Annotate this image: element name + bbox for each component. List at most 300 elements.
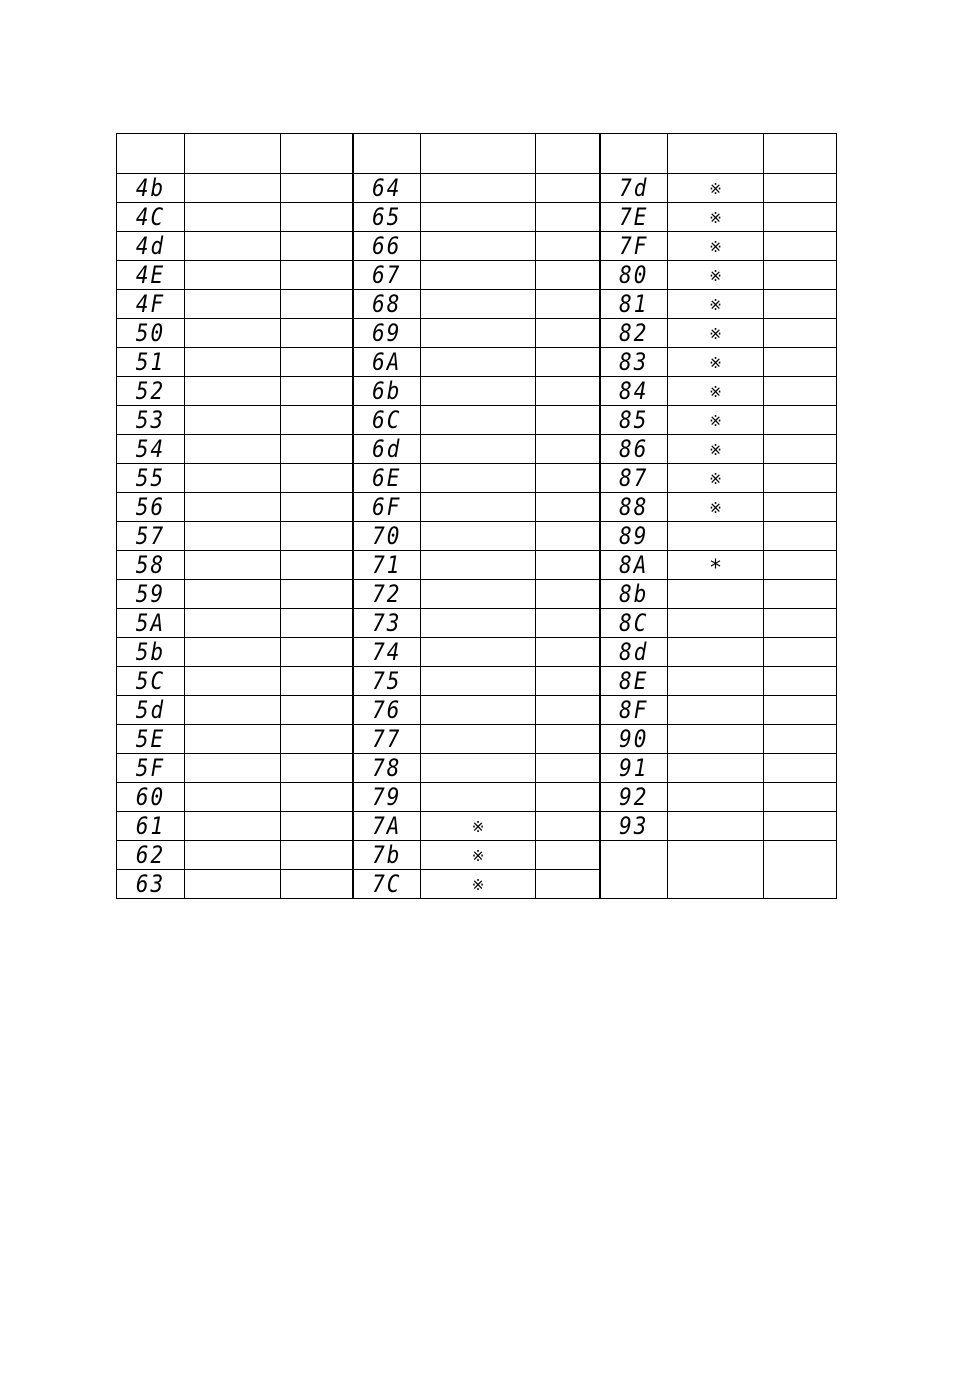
segment-code: 6d xyxy=(372,435,402,463)
mark-cell xyxy=(185,522,281,551)
code-cell xyxy=(600,406,668,435)
mark-cell xyxy=(421,812,536,841)
segment-code: 93 xyxy=(619,812,649,840)
mark-cell xyxy=(421,464,536,493)
note-cell xyxy=(536,841,600,870)
note-cell xyxy=(281,696,353,725)
mark-cell xyxy=(421,725,536,754)
code-header xyxy=(117,134,185,174)
table-row xyxy=(117,435,837,464)
code-cell xyxy=(600,638,668,667)
segment-code: 8E xyxy=(619,667,649,695)
note-cell xyxy=(281,232,353,261)
segment-code: 68 xyxy=(372,290,402,318)
note-cell xyxy=(764,667,837,696)
note-mark: ※ xyxy=(471,875,485,894)
mark-cell xyxy=(668,551,764,580)
mark-cell xyxy=(421,435,536,464)
segment-code: 54 xyxy=(135,435,166,463)
table-row xyxy=(117,783,837,812)
code-cell xyxy=(600,667,668,696)
mark-cell xyxy=(668,725,764,754)
segment-code: 84 xyxy=(619,377,649,405)
code-cell xyxy=(353,667,421,696)
note-mark: ※ xyxy=(709,324,722,343)
note-mark: ※ xyxy=(709,353,722,372)
note-cell xyxy=(536,696,600,725)
segment-code: 51 xyxy=(135,348,166,376)
note-cell xyxy=(536,551,600,580)
note-cell xyxy=(764,290,837,319)
mark-cell xyxy=(668,290,764,319)
mark-cell xyxy=(668,754,764,783)
note-cell xyxy=(764,609,837,638)
header-row xyxy=(117,134,837,174)
code-cell xyxy=(353,406,421,435)
code-cell xyxy=(117,261,185,290)
note-cell xyxy=(764,377,837,406)
table-row xyxy=(117,232,837,261)
segment-code: 64 xyxy=(372,174,402,202)
code-cell xyxy=(353,783,421,812)
note-cell xyxy=(536,754,600,783)
note-cell xyxy=(764,754,837,783)
mark-cell xyxy=(185,551,281,580)
segment-code: 71 xyxy=(372,551,402,579)
mark-cell xyxy=(668,464,764,493)
note-cell xyxy=(536,464,600,493)
table-row xyxy=(117,638,837,667)
mark-cell xyxy=(668,174,764,203)
segment-code: 82 xyxy=(619,319,649,347)
note-cell xyxy=(536,232,600,261)
mark-cell xyxy=(668,203,764,232)
segment-code: 87 xyxy=(619,464,649,492)
mark-cell xyxy=(668,406,764,435)
note-mark: ※ xyxy=(709,411,722,430)
code-cell xyxy=(117,696,185,725)
code-cell xyxy=(600,261,668,290)
mark-header xyxy=(185,134,281,174)
note-cell xyxy=(281,261,353,290)
table-row xyxy=(117,319,837,348)
mark-cell xyxy=(668,493,764,522)
note-cell xyxy=(764,580,837,609)
segment-code: 5A xyxy=(135,609,166,637)
note-cell xyxy=(764,725,837,754)
mark-cell xyxy=(185,667,281,696)
mark-cell xyxy=(185,841,281,870)
code-cell xyxy=(117,522,185,551)
segment-code: 7A xyxy=(372,812,402,840)
mark-cell xyxy=(668,232,764,261)
code-cell xyxy=(353,319,421,348)
note-cell xyxy=(281,522,353,551)
code-cell xyxy=(353,754,421,783)
table-row xyxy=(117,725,837,754)
mark-cell xyxy=(185,203,281,232)
code-cell xyxy=(117,203,185,232)
note-cell xyxy=(281,870,353,899)
mark-cell xyxy=(185,696,281,725)
mark-cell xyxy=(668,261,764,290)
code-cell xyxy=(600,203,668,232)
segment-code: 7b xyxy=(372,841,402,869)
table-row xyxy=(117,203,837,232)
code-cell xyxy=(353,377,421,406)
code-cell xyxy=(353,580,421,609)
note-cell xyxy=(536,406,600,435)
segment-code: 65 xyxy=(372,203,402,231)
mark-cell xyxy=(421,667,536,696)
code-cell xyxy=(117,870,185,899)
note-cell xyxy=(281,406,353,435)
mark-cell xyxy=(421,580,536,609)
note-cell xyxy=(281,725,353,754)
note-cell xyxy=(281,580,353,609)
note-cell xyxy=(281,348,353,377)
segment-code: 92 xyxy=(619,783,649,811)
table-row xyxy=(117,609,837,638)
mark-cell xyxy=(668,609,764,638)
note-mark: ※ xyxy=(709,266,722,285)
note-mark: * xyxy=(710,555,721,580)
mark-cell xyxy=(185,406,281,435)
code-cell xyxy=(117,348,185,377)
code-cell xyxy=(117,609,185,638)
code-cell xyxy=(353,261,421,290)
mark-cell xyxy=(185,812,281,841)
code-cell xyxy=(117,232,185,261)
note-cell xyxy=(281,319,353,348)
note-header xyxy=(281,134,353,174)
table-row xyxy=(117,464,837,493)
mark-cell xyxy=(185,638,281,667)
code-cell xyxy=(600,232,668,261)
table-row xyxy=(117,348,837,377)
code-cell xyxy=(117,435,185,464)
code-cell xyxy=(117,493,185,522)
code-cell xyxy=(600,696,668,725)
mark-cell xyxy=(421,261,536,290)
note-cell xyxy=(281,754,353,783)
segment-code: 77 xyxy=(372,725,402,753)
mark-cell xyxy=(421,406,536,435)
code-cell xyxy=(600,609,668,638)
note-cell xyxy=(536,725,600,754)
code-cell xyxy=(353,841,421,870)
note-cell xyxy=(536,522,600,551)
mark-cell xyxy=(185,493,281,522)
segment-code: 72 xyxy=(372,580,402,608)
note-cell xyxy=(281,812,353,841)
note-cell xyxy=(281,783,353,812)
segment-code: 50 xyxy=(135,319,166,347)
mark-cell xyxy=(185,232,281,261)
table-row xyxy=(117,522,837,551)
mark-cell xyxy=(421,696,536,725)
segment-code: 5F xyxy=(135,754,166,782)
segment-code: 88 xyxy=(619,493,649,521)
code-cell xyxy=(353,725,421,754)
note-cell xyxy=(536,783,600,812)
segment-code: 73 xyxy=(372,609,402,637)
mark-cell xyxy=(185,609,281,638)
code-cell xyxy=(117,290,185,319)
note-cell xyxy=(764,551,837,580)
note-cell xyxy=(536,348,600,377)
segment-code: 89 xyxy=(619,522,649,550)
note-cell xyxy=(281,464,353,493)
note-cell xyxy=(764,261,837,290)
code-cell xyxy=(600,493,668,522)
note-cell xyxy=(281,609,353,638)
note-cell xyxy=(536,638,600,667)
mark-cell xyxy=(668,522,764,551)
table-row xyxy=(117,377,837,406)
segment-code: 61 xyxy=(135,812,166,840)
segment-code: 6b xyxy=(372,377,402,405)
code-cell xyxy=(117,464,185,493)
segment-code: 70 xyxy=(372,522,402,550)
segment-code: 75 xyxy=(372,667,402,695)
mark-cell xyxy=(421,638,536,667)
code-cell xyxy=(600,464,668,493)
table-row xyxy=(117,696,837,725)
mark-cell xyxy=(668,812,764,841)
code-cell xyxy=(600,174,668,203)
segment-code: 4b xyxy=(135,174,166,202)
mark-cell xyxy=(421,783,536,812)
note-mark: ※ xyxy=(471,846,485,865)
segment-code: 4E xyxy=(135,261,166,289)
segment-code: 79 xyxy=(372,783,402,811)
note-header xyxy=(536,134,600,174)
note-cell xyxy=(536,377,600,406)
code-cell xyxy=(117,754,185,783)
note-cell xyxy=(536,667,600,696)
note-cell xyxy=(281,493,353,522)
segment-code: 91 xyxy=(619,754,649,782)
segment-code: 53 xyxy=(135,406,166,434)
code-cell xyxy=(353,609,421,638)
segment-code: 74 xyxy=(372,638,402,666)
note-mark: ※ xyxy=(709,440,722,459)
code-cell xyxy=(353,638,421,667)
segment-code: 76 xyxy=(372,696,402,724)
note-cell xyxy=(536,609,600,638)
note-cell xyxy=(536,435,600,464)
mark-cell xyxy=(185,348,281,377)
empty-mark-cell xyxy=(668,841,764,899)
table-row xyxy=(117,290,837,319)
code-cell xyxy=(353,493,421,522)
code-cell xyxy=(600,580,668,609)
mark-cell xyxy=(668,638,764,667)
table-row xyxy=(117,551,837,580)
code-cell xyxy=(117,812,185,841)
segment-code: 78 xyxy=(372,754,402,782)
note-cell xyxy=(281,435,353,464)
mark-cell xyxy=(668,377,764,406)
note-cell xyxy=(764,638,837,667)
code-cell xyxy=(600,377,668,406)
code-cell xyxy=(117,667,185,696)
mark-cell xyxy=(185,261,281,290)
code-cell xyxy=(353,464,421,493)
note-cell xyxy=(281,174,353,203)
mark-cell xyxy=(185,290,281,319)
code-cell xyxy=(353,290,421,319)
code-cell xyxy=(117,174,185,203)
mark-cell xyxy=(185,754,281,783)
code-cell xyxy=(117,725,185,754)
segment-code: 4F xyxy=(135,290,166,318)
code-cell xyxy=(117,580,185,609)
table-row xyxy=(117,754,837,783)
code-cell xyxy=(117,406,185,435)
segment-code: 90 xyxy=(619,725,649,753)
note-mark: ※ xyxy=(709,208,722,227)
note-mark: ※ xyxy=(709,469,722,488)
segment-code: 85 xyxy=(619,406,649,434)
note-cell xyxy=(764,696,837,725)
code-cell xyxy=(600,725,668,754)
segment-code: 7d xyxy=(619,174,649,202)
note-cell xyxy=(281,203,353,232)
code-cell xyxy=(353,522,421,551)
table-row xyxy=(117,812,837,841)
note-cell xyxy=(764,812,837,841)
note-cell xyxy=(764,493,837,522)
mark-cell xyxy=(421,319,536,348)
code-cell xyxy=(353,435,421,464)
segment-code: 8d xyxy=(619,638,649,666)
mark-cell xyxy=(421,348,536,377)
segment-code: 7C xyxy=(372,870,402,898)
code-cell xyxy=(353,870,421,899)
mark-cell xyxy=(185,870,281,899)
code-cell xyxy=(600,812,668,841)
code-cell xyxy=(600,348,668,377)
note-cell xyxy=(764,203,837,232)
mark-cell xyxy=(668,783,764,812)
code-header xyxy=(600,134,668,174)
mark-cell xyxy=(421,377,536,406)
mark-cell xyxy=(421,290,536,319)
mark-cell xyxy=(185,580,281,609)
segment-code: 8b xyxy=(619,580,649,608)
segment-code: 6A xyxy=(372,348,402,376)
note-cell xyxy=(536,580,600,609)
empty-code-cell xyxy=(600,841,668,899)
code-cell xyxy=(600,754,668,783)
note-cell xyxy=(536,203,600,232)
note-cell xyxy=(764,464,837,493)
note-mark: ※ xyxy=(471,817,485,836)
mark-cell xyxy=(421,841,536,870)
mark-cell xyxy=(421,609,536,638)
table-row xyxy=(117,667,837,696)
segment-code: 60 xyxy=(135,783,166,811)
mark-cell xyxy=(421,551,536,580)
segment-code: 8C xyxy=(619,609,649,637)
note-mark: ※ xyxy=(709,382,722,401)
table-row xyxy=(117,841,837,870)
mark-cell xyxy=(185,377,281,406)
note-cell xyxy=(281,667,353,696)
segment-code: 4d xyxy=(135,232,166,260)
mark-header xyxy=(668,134,764,174)
segment-code: 7F xyxy=(619,232,649,260)
code-cell xyxy=(600,522,668,551)
note-cell xyxy=(281,638,353,667)
mark-cell xyxy=(668,435,764,464)
segment-code: 5C xyxy=(135,667,166,695)
mark-cell xyxy=(421,174,536,203)
segment-code: 4C xyxy=(135,203,166,231)
segment-code: 6F xyxy=(372,493,402,521)
segment-code: 55 xyxy=(135,464,166,492)
mark-cell xyxy=(421,754,536,783)
note-cell xyxy=(536,290,600,319)
code-cell xyxy=(117,551,185,580)
segment-code: 5E xyxy=(135,725,166,753)
segment-code: 59 xyxy=(135,580,166,608)
segment-code: 63 xyxy=(135,870,166,898)
note-cell xyxy=(536,261,600,290)
note-cell xyxy=(536,812,600,841)
note-cell xyxy=(281,290,353,319)
mark-cell xyxy=(185,725,281,754)
note-cell xyxy=(536,319,600,348)
segment-code: 66 xyxy=(372,232,402,260)
note-cell xyxy=(764,406,837,435)
mark-cell xyxy=(668,667,764,696)
code-cell xyxy=(117,783,185,812)
mark-cell xyxy=(185,783,281,812)
mark-cell xyxy=(185,464,281,493)
note-cell xyxy=(281,841,353,870)
mark-cell xyxy=(421,522,536,551)
code-header xyxy=(353,134,421,174)
table-row xyxy=(117,406,837,435)
code-cell xyxy=(600,435,668,464)
code-cell xyxy=(353,174,421,203)
code-cell xyxy=(117,638,185,667)
note-header xyxy=(764,134,837,174)
code-cell xyxy=(353,812,421,841)
table-row xyxy=(117,261,837,290)
code-cell xyxy=(353,696,421,725)
segment-code: 5d xyxy=(135,696,166,724)
segment-code: 83 xyxy=(619,348,649,376)
code-cell xyxy=(353,348,421,377)
note-cell xyxy=(764,348,837,377)
segment-code: 86 xyxy=(619,435,649,463)
note-mark: ※ xyxy=(709,179,722,198)
mark-cell xyxy=(668,319,764,348)
note-cell xyxy=(764,522,837,551)
note-mark: ※ xyxy=(709,295,722,314)
note-cell xyxy=(281,551,353,580)
segment-code: 67 xyxy=(372,261,402,289)
segment-code: 57 xyxy=(135,522,166,550)
note-cell xyxy=(536,493,600,522)
segment-code: 62 xyxy=(135,841,166,869)
note-cell xyxy=(536,174,600,203)
code-cell xyxy=(600,290,668,319)
